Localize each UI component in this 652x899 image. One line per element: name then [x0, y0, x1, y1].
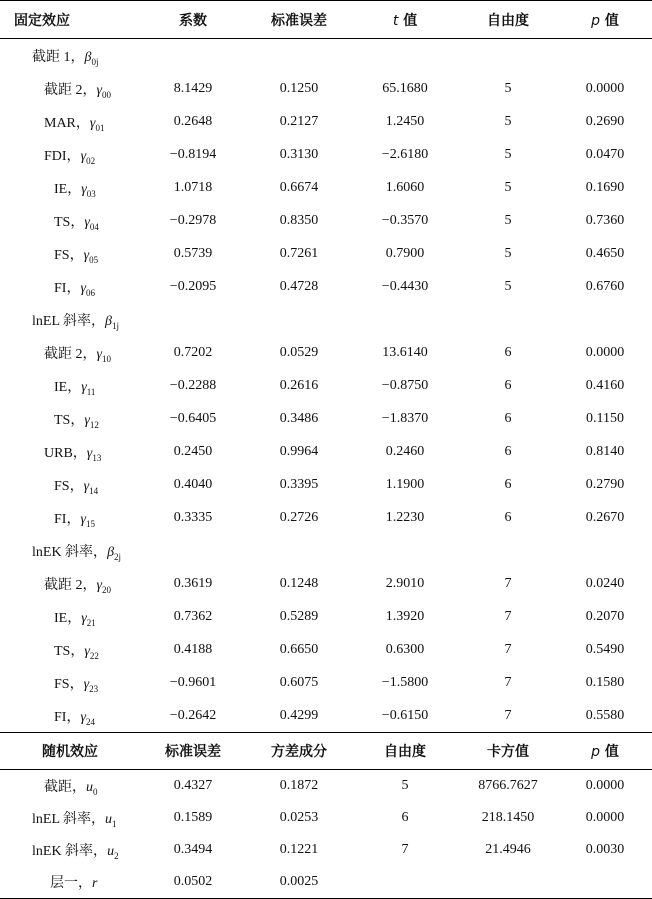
table-cell: 0.2450	[173, 443, 213, 459]
random-effects-body	[0, 770, 652, 899]
table-row	[0, 501, 652, 534]
table-cell: 0.3619	[173, 575, 213, 591]
table-cell: 0.0000	[585, 810, 625, 825]
table-cell	[458, 534, 558, 567]
row-symbol: γ	[80, 511, 86, 527]
table-row	[0, 39, 652, 73]
table-row	[0, 699, 652, 733]
table-cell: 1.2230	[385, 509, 425, 525]
table-cell: 0.6075	[279, 674, 319, 690]
row-label	[0, 501, 140, 534]
fixed-effects-header-row	[0, 1, 652, 39]
table-cell: 0.4160	[585, 377, 625, 393]
row-symbol: γ	[83, 247, 90, 263]
table-cell: 0.7261	[279, 245, 319, 261]
row-label	[0, 105, 140, 138]
row-symbol-subscript: 1j	[111, 320, 119, 331]
table-cell: 0.3335	[173, 509, 213, 525]
table-row	[0, 303, 652, 336]
row-label-text: 层一，	[50, 876, 92, 891]
row-label	[0, 834, 140, 866]
row-symbol: γ	[96, 346, 103, 362]
table-cell: −0.9601	[169, 674, 217, 690]
row-label	[0, 39, 140, 73]
table-cell: 0.0000	[585, 344, 625, 360]
row-symbol: γ	[81, 610, 87, 626]
table-cell: 0.4040	[173, 476, 213, 492]
table-cell: 0.1221	[279, 842, 319, 857]
row-label	[0, 468, 140, 501]
table-row	[0, 402, 652, 435]
row-symbol: γ	[96, 82, 103, 98]
row-label	[0, 699, 140, 733]
table-cell: 6	[504, 377, 512, 393]
row-label-text: 截距，	[44, 780, 86, 795]
header-chi-square: 卡方值	[458, 733, 558, 770]
row-symbol: β	[107, 544, 115, 560]
table-cell: 0.3494	[173, 842, 213, 857]
table-row	[0, 105, 652, 138]
random-effects-header	[0, 733, 652, 770]
row-label-text: URB，	[44, 445, 87, 461]
table-cell: −2.6180	[381, 146, 429, 162]
table-row	[0, 834, 652, 866]
table-row	[0, 204, 652, 237]
table-cell: −0.2642	[169, 707, 217, 723]
table-cell: 0.0240	[585, 575, 625, 591]
row-label	[0, 402, 140, 435]
table-cell: 21.4946	[485, 842, 531, 857]
table-row	[0, 336, 652, 369]
row-label-text: TS，	[54, 412, 85, 428]
row-label	[0, 171, 140, 204]
row-symbol: γ	[81, 181, 87, 197]
row-symbol-subscript: 05	[89, 254, 99, 265]
row-label	[0, 72, 140, 105]
header-random-effects: 随机效应	[0, 733, 140, 770]
row-symbol: γ	[84, 412, 90, 428]
table-row	[0, 138, 652, 171]
table-row	[0, 666, 652, 699]
header-std-error-2: 标准误差	[140, 733, 246, 770]
row-symbol-subscript: 20	[102, 584, 112, 595]
table-cell: 0.0000	[585, 778, 625, 793]
table-cell: 6	[504, 443, 512, 459]
row-label-text: TS，	[54, 214, 85, 230]
table-cell: 0.3395	[279, 476, 319, 492]
table-cell: 0.0470	[585, 146, 625, 162]
row-symbol-subscript: 00	[102, 89, 112, 100]
row-label-text: FS，	[54, 478, 84, 494]
table-cell: 0.5739	[173, 245, 213, 261]
table-cell: 0.9964	[279, 443, 319, 459]
row-symbol-subscript: 01	[95, 122, 105, 133]
table-cell: 0.8350	[279, 212, 319, 228]
table-cell: 0.0000	[585, 80, 625, 96]
table-cell: 5	[401, 778, 409, 793]
table-cell	[246, 303, 352, 336]
row-label	[0, 666, 140, 699]
row-label-text: IE，	[54, 181, 82, 197]
table-cell: 7	[504, 575, 512, 591]
table-cell	[140, 39, 246, 73]
table-cell	[558, 866, 652, 899]
row-label-text: FI，	[54, 709, 81, 725]
table-cell: 6	[401, 810, 409, 825]
header-std-error: 标准误差	[246, 1, 352, 39]
table-row	[0, 567, 652, 600]
table-cell: 0.3130	[279, 146, 319, 162]
row-label-text: FDI，	[44, 148, 81, 164]
table-cell: 0.4728	[279, 278, 319, 294]
row-label	[0, 336, 140, 369]
table-cell: 0.3486	[279, 410, 319, 426]
table-row	[0, 171, 652, 204]
table-cell: 0.2790	[585, 476, 625, 492]
row-symbol-subscript: 13	[92, 452, 102, 463]
row-label-text: FS，	[54, 676, 84, 692]
table-cell: −1.8370	[381, 410, 429, 426]
table-row	[0, 72, 652, 105]
row-symbol-subscript: 23	[89, 683, 99, 694]
table-cell: 218.1450	[481, 810, 535, 825]
table-cell: 0.2460	[385, 443, 425, 459]
row-symbol-subscript: 0	[93, 787, 98, 797]
header-p-value-2: p 值	[558, 733, 652, 770]
table-row	[0, 468, 652, 501]
table-cell: 5	[504, 245, 512, 261]
table-cell: −1.5800	[381, 674, 429, 690]
row-symbol: γ	[83, 478, 90, 494]
table-cell: −0.2978	[169, 212, 217, 228]
row-symbol-subscript: 06	[85, 287, 95, 298]
row-label-text: lnEL 斜率，	[32, 313, 105, 329]
table-cell: 0.7900	[385, 245, 425, 261]
row-symbol: u	[107, 844, 115, 859]
table-cell: 1.6060	[385, 179, 425, 195]
table-cell: 0.2726	[279, 509, 319, 525]
header-fixed-effects: 固定效应	[0, 1, 140, 39]
header-df-2: 自由度	[352, 733, 458, 770]
row-symbol-subscript: 10	[102, 353, 112, 364]
table-cell	[140, 303, 246, 336]
table-cell: 7	[504, 641, 512, 657]
row-symbol: u	[104, 812, 112, 827]
row-symbol: u	[86, 780, 93, 795]
table-cell: 8.1429	[173, 80, 213, 96]
table-cell: 1.3920	[385, 608, 425, 624]
row-label	[0, 369, 140, 402]
random-effects-header-row	[0, 733, 652, 770]
row-label-text: FI，	[54, 280, 81, 296]
table-row	[0, 435, 652, 468]
table-cell: 0.8140	[585, 443, 625, 459]
row-label	[0, 237, 140, 270]
row-symbol: r	[92, 876, 98, 891]
table-row	[0, 534, 652, 567]
row-label-text: lnEK 斜率，	[32, 544, 108, 560]
row-symbol: γ	[84, 643, 90, 659]
table-cell: 0.5580	[585, 707, 625, 723]
row-symbol-subscript: 2j	[114, 551, 122, 562]
row-symbol: γ	[96, 577, 103, 593]
table-cell	[458, 39, 558, 73]
row-label	[0, 303, 140, 336]
table-cell	[246, 534, 352, 567]
table-cell	[140, 534, 246, 567]
table-cell: 5	[504, 179, 512, 195]
table-cell	[352, 39, 458, 73]
table-cell: 0.4188	[173, 641, 213, 657]
row-label	[0, 600, 140, 633]
table-cell: 7	[504, 608, 512, 624]
header-df: 自由度	[458, 1, 558, 39]
row-symbol-subscript: 15	[85, 518, 95, 529]
row-symbol-subscript: 24	[85, 716, 95, 727]
row-symbol: γ	[84, 214, 90, 230]
table-cell: 0.0529	[279, 344, 319, 360]
table-cell: −0.2288	[169, 377, 217, 393]
row-label-text: IE，	[54, 610, 82, 626]
table-cell: 0.2070	[585, 608, 625, 624]
table-cell: 0.7202	[173, 344, 213, 360]
header-coefficient: 系数	[140, 1, 246, 39]
table-cell: 0.2690	[585, 113, 625, 129]
table-cell: 8766.7627	[478, 778, 538, 793]
row-symbol: γ	[80, 709, 86, 725]
header-p-value: p 值	[558, 1, 652, 39]
table-cell: 0.0502	[140, 866, 246, 899]
table-cell: 0.0253	[279, 810, 319, 825]
row-symbol-subscript: 11	[86, 386, 96, 397]
table-cell: 2.9010	[385, 575, 425, 591]
row-symbol: γ	[89, 115, 96, 131]
row-symbol-subscript: 14	[89, 485, 99, 496]
row-label-text: MAR，	[44, 115, 90, 131]
table-cell: 0.6300	[385, 641, 425, 657]
table-cell: −0.6405	[169, 410, 217, 426]
table-cell: 0.6760	[585, 278, 625, 294]
row-label-text: 截距 1，	[32, 49, 85, 65]
row-symbol: γ	[80, 280, 86, 296]
row-symbol: γ	[81, 379, 87, 395]
row-symbol-subscript: 22	[89, 650, 99, 661]
header-variance-component: 方差成分	[246, 733, 352, 770]
row-label	[0, 435, 140, 468]
table-cell: 0.1872	[279, 778, 319, 793]
table-cell: 0.6650	[279, 641, 319, 657]
row-label	[0, 138, 140, 171]
table-row	[0, 770, 652, 803]
header-t-value: t 值	[352, 1, 458, 39]
table-cell: 1.2450	[385, 113, 425, 129]
table-cell: 0.0025	[246, 866, 352, 899]
table-cell	[458, 303, 558, 336]
table-cell: 13.6140	[382, 344, 428, 360]
table-cell: 0.2127	[279, 113, 319, 129]
table-cell: 5	[504, 278, 512, 294]
row-symbol: γ	[83, 676, 90, 692]
table-cell: 0.7360	[585, 212, 625, 228]
table-cell: −0.4430	[381, 278, 429, 294]
row-symbol-subscript: 21	[86, 617, 96, 628]
table-cell: 0.5289	[279, 608, 319, 624]
table-row	[0, 270, 652, 303]
table-row	[0, 237, 652, 270]
row-label	[0, 866, 140, 899]
row-symbol-subscript: 2	[114, 851, 119, 861]
row-symbol: γ	[86, 445, 93, 461]
row-label-text: 截距 2，	[44, 577, 97, 593]
row-label	[0, 270, 140, 303]
table-cell: 0.1248	[279, 575, 319, 591]
row-label	[0, 633, 140, 666]
row-label-text: 截距 2，	[44, 346, 97, 362]
row-label	[0, 204, 140, 237]
row-symbol-subscript: 1	[111, 819, 117, 829]
row-symbol-subscript: 0j	[91, 56, 99, 67]
table-cell: 65.1680	[382, 80, 428, 96]
table-row	[0, 633, 652, 666]
table-cell	[558, 39, 652, 73]
table-cell: 6	[504, 509, 512, 525]
table-cell	[352, 303, 458, 336]
table-cell: 0.1150	[586, 410, 624, 426]
table-cell: 0.4327	[173, 778, 213, 793]
table-cell: 0.4650	[585, 245, 625, 261]
table-cell	[558, 534, 652, 567]
table-cell: −0.8750	[381, 377, 429, 393]
row-label	[0, 770, 140, 803]
row-symbol: γ	[80, 148, 87, 164]
table-cell: 7	[504, 674, 512, 690]
table-cell: 0.0030	[585, 842, 625, 857]
table-cell: 0.1580	[585, 674, 625, 690]
table-cell: 0.2616	[279, 377, 319, 393]
table-cell: 0.1690	[585, 179, 625, 195]
table-cell: 1.0718	[173, 179, 213, 195]
row-label-text: FI，	[54, 511, 81, 527]
table-cell: −0.6150	[381, 707, 429, 723]
row-label	[0, 802, 140, 834]
table-cell: 0.1250	[279, 80, 319, 96]
row-symbol: β	[84, 49, 92, 65]
table-cell: 5	[504, 80, 512, 96]
table-cell: −0.2095	[169, 278, 217, 294]
row-label-text: FS，	[54, 247, 84, 263]
row-symbol-subscript: 03	[86, 188, 96, 199]
row-symbol: β	[104, 313, 112, 329]
table-row	[0, 802, 652, 834]
row-label-text: lnEL 斜率，	[32, 812, 105, 827]
table-row	[0, 600, 652, 633]
row-symbol-subscript: 02	[86, 155, 96, 166]
table-cell: 6	[504, 410, 512, 426]
table-cell: 0.1589	[173, 810, 213, 825]
table-cell: 0.2648	[173, 113, 213, 129]
table-cell: 0.6674	[279, 179, 319, 195]
table-cell: 7	[401, 842, 409, 857]
table-cell: 0.4299	[279, 707, 319, 723]
table-cell: 6	[504, 476, 512, 492]
table-cell	[352, 866, 458, 899]
row-symbol-subscript: 04	[89, 221, 99, 232]
row-label-text: lnEK 斜率，	[32, 844, 108, 859]
table-cell	[352, 534, 458, 567]
table-cell: 5	[504, 146, 512, 162]
table-cell: 7	[504, 707, 512, 723]
row-label	[0, 534, 140, 567]
table-cell: 0.7362	[173, 608, 213, 624]
table-cell: 0.2670	[585, 509, 625, 525]
table-cell: 1.1900	[385, 476, 425, 492]
row-label	[0, 567, 140, 600]
table-row	[0, 866, 652, 899]
table-cell: 6	[504, 344, 512, 360]
fixed-effects-body	[0, 39, 652, 733]
table-row	[0, 369, 652, 402]
table-cell: −0.3570	[381, 212, 429, 228]
table-cell: 0.5490	[585, 641, 625, 657]
row-symbol-subscript: 12	[89, 419, 99, 430]
row-label-text: TS，	[54, 643, 85, 659]
table-cell: −0.8194	[169, 146, 217, 162]
row-label-text: 截距 2，	[44, 82, 97, 98]
table-cell	[458, 866, 558, 899]
table-cell: 5	[504, 212, 512, 228]
row-label-text: IE，	[54, 379, 82, 395]
table-cell	[246, 39, 352, 73]
table-cell: 5	[504, 113, 512, 129]
table-cell	[558, 303, 652, 336]
